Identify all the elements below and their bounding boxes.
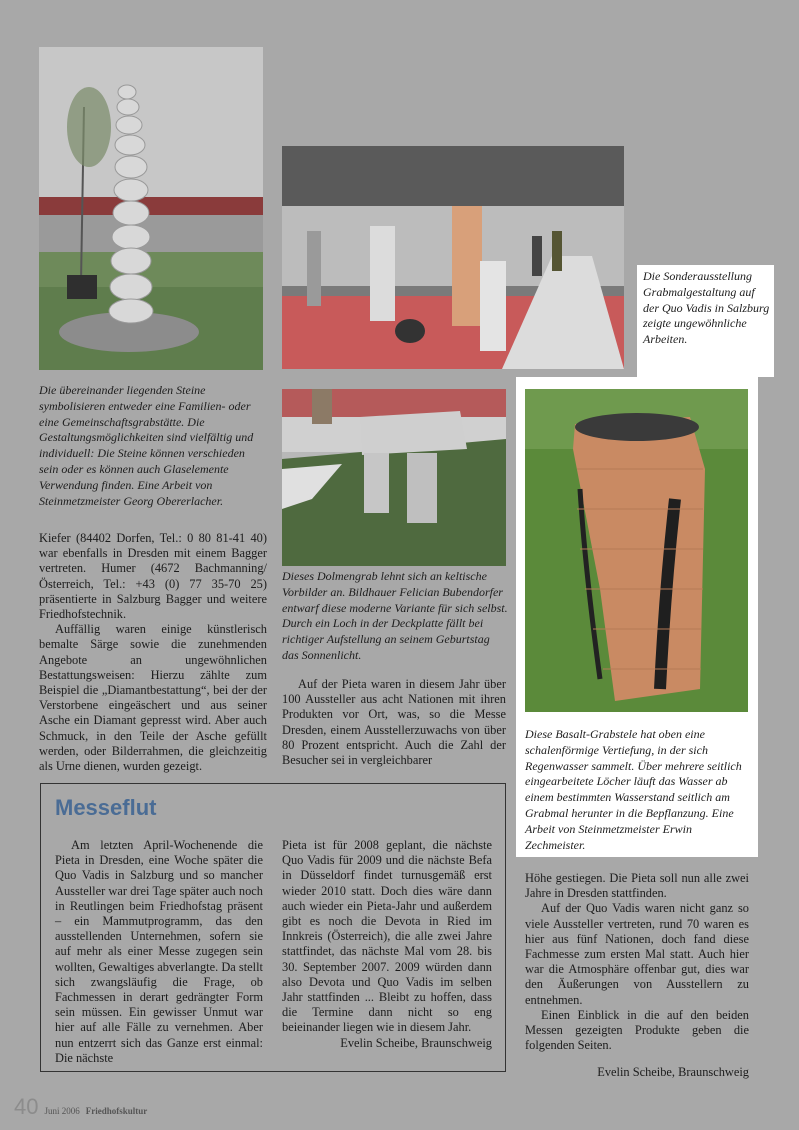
paragraph: Höhe gestiegen. Die Pieta soll nun alle zwei Jahre in Dresden stattfinden. <box>525 871 749 901</box>
author-signature: Evelin Scheibe, Braunschweig <box>597 1065 749 1080</box>
photo-dolmen-grave <box>282 389 506 566</box>
paragraph: Auf der Quo Vadis waren nicht ganz so viele Aussteller vertreten, rund 70 waren es hier aus fünf Nationen, doch fand diese Fachmesse zum ersten Mal statt. Auch hier war die Atmosphäre offenbar gut, dies war den Äußerungen von Ausstellern zu entnehmen. <box>525 901 749 1007</box>
paragraph: Einen Einblick in die auf den beiden Messen gezeigten Produkte geben die folgenden Seiten. <box>525 1007 749 1053</box>
box-column-1 <box>55 838 263 1066</box>
paragraph: Pieta ist für 2008 geplant, die nächste Quo Vadis für 2009 und die nächste Befa in Düsseldorf findet turnusgemäß erst wieder 2010 statt. Doch dies wäre dann auch wieder ein Pieta-Jahr und außerdem gibt es noch die Devota in Ried im Innkreis (Österreich), die alle zwei Jahre stattfindet, das nächste Mal vom 28. bis 30. September 2007. 2009 würden dann also Devota und Quo Vadis im selben Jahr stattfinden ... Bleibt zu hoffen, dass die Termine dann nicht so eng beieinander liegen wie in diesem Jahr. <box>282 838 492 1035</box>
paragraph: Am letzten April-Wochenende die Pieta in Dresden, eine Woche später die Quo Vadis in Salzburg und so mancher Aussteller war drei Tage später auch noch in Reutlingen beim Friedhofstag präsent – ein Mammutprogramm, das den ausstellenden Unternehmen, sofern sie auf mehr als einer Messe zugegen sein wollten, Gewaltiges abverlangte. Da stellt sich zwangsläufig die Frage, ob Fachmessen in derart gedrängter Form sein müssen. Ein gewisser Unmut war hier auf alle Fälle zu vernehmen. Aber nun entzerrt sich das Ganze erst einmal: Die nächste <box>55 838 263 1065</box>
footer-issue: Juni 2006 <box>44 1106 80 1116</box>
caption-basalt: Diese Basalt-Grabstele hat oben eine schalenförmige Vertiefung, in der sich Regenwasser sammelt. Über mehrere seitlich eingearbeitete Löcher läuft das Wasser ab einem bestimmten Wasserstand seitlich am Grabmal herunter in die Bepflanzung. Eine Arbeit von Steinmetzmeister Erwin Zechmeister. <box>525 727 742 852</box>
article-column-2 <box>282 677 506 768</box>
paragraph: Auffällig waren einige künstlerisch bemalte Särge sowie die zunehmenden Angebote an ungewöhnlichen Bestattungsweisen: Hierzu zählte zum Beispiel die „Diamantbestattung“, bei der der Verstorbene eingeäschert und aus seiner Asche ein Diamant gepresst wird. Aber auch Schmuck, in den Teile der Asche gefüllt werden, oder Bilderrahmen, die gleichzeitig als Urne dienen, wurden gezeigt. <box>39 622 267 774</box>
paragraph: Kiefer (84402 Dorfen, Tel.: 0 80 81-41 40) war ebenfalls in Dresden mit einem Bagger vertreten. Humer (4672 Bachmanning/Österreich, Tel.: +43 (0) 77 35-70 25) präsentierte in Salzburg Bagger und weitere Friedhofstechnik. <box>39 531 267 622</box>
photo-basalt-stele <box>525 389 748 712</box>
caption-hall: Die Sonderausstellung Grabmalgestaltung auf der Quo Vadis in Salzburg zeigte ungewöhnliche Arbeiten. <box>643 269 770 347</box>
caption-stones: Die übereinander liegenden Steine symbolisieren entweder eine Familien- oder eine Gemeinschaftsgrabstätte. Die Gestaltungsmöglichkeiten sind vielfältig und individuell: Die Steine können verschieden sein oder es können auch Glaselemente Verwendung finden. Eine Arbeit von Steinmetzmeister Georg Obererlacher. <box>39 383 254 508</box>
page-footer <box>14 1094 147 1120</box>
photo-stacked-stones <box>39 47 263 370</box>
article-column-3 <box>525 871 749 1081</box>
page-number: 40 <box>14 1094 39 1119</box>
article-column-1 <box>39 531 267 774</box>
box-column-2 <box>282 838 492 1051</box>
box-signature: Evelin Scheibe, Braunschweig <box>340 1035 492 1050</box>
paragraph: Auf der Pieta waren in diesem Jahr über 100 Aussteller aus acht Nationen mit ihren Produkten vor Ort, was, so die Messe Dresden, einem Ausstellerzuwachs von über 80 Prozent entspricht. Auch die Zahl der Besucher sei in vergleichbarer <box>282 677 506 768</box>
photo-exhibition-hall <box>282 146 624 369</box>
caption-dolmen: Dieses Dolmengrab lehnt sich an keltische Vorbilder an. Bildhauer Felician Bubendorfer entwarf diese moderne Variante für sich selbst. Durch ein Loch in der Deckplatte fällt bei richtiger Aufstellung an seinem Geburtstag das Sonnenlicht. <box>282 569 508 662</box>
footer-magazine: Friedhofskultur <box>85 1106 148 1116</box>
box-title: Messeflut <box>55 795 157 820</box>
